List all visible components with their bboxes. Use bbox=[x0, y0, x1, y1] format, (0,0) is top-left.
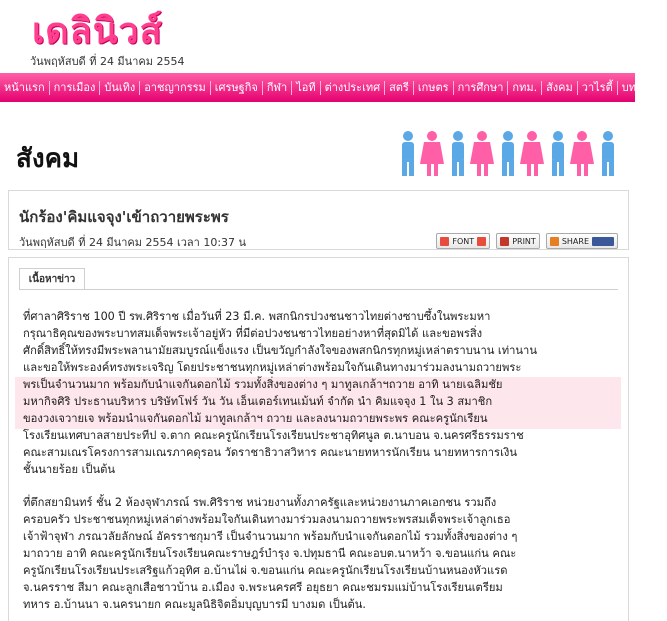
share-services-icon bbox=[592, 237, 614, 246]
share-label: SHARE bbox=[561, 236, 589, 246]
print-icon bbox=[500, 237, 509, 246]
tab-divider bbox=[19, 289, 618, 290]
nav-item-women[interactable]: สตรี bbox=[385, 81, 414, 95]
nav-item-agriculture[interactable]: เกษตร bbox=[414, 81, 454, 95]
main-nav bbox=[0, 73, 663, 102]
share-plus-icon bbox=[550, 237, 559, 246]
article-paragraph-1: ที่ศาลาศิริราช 100 ปี รพ.ศิริราช เมื่อวันที่ 23 มี.ค. พสกนิกรปวงชนชาวไทยต่างซาบซึ้งในพระมหา กรุณาธิคุณของพระบาทสมเด็จพระเจ้าอยู่หัว ที่มีต่อปวงชนชาวไทยอย่างหาที่สุดมิได้ และขอพรสิ่ง ศักดิ์สิทธิ์ให้ทรงมีพระพลานามัยสมบูรณ์แข็งแรง เป็นขวัญกำลังใจของพสกนิกรทุกหมู่เหล่าตราบนาน เท่านาน และขอให้พระองค์ทรงพระเจริญ โดยประชาชนทุกหมู่เหล่าต่างพร้อมใจกันเดินทางมาร่วมลงนามถวายพระ พรเป็นจำนวนมาก พร้อมกับนำแจกันดอกไม้ รวมทั้งสิ่งของต่าง ๆ มาทูลเกล้าฯถวาย อาทิ นายเฉลิมชัย มหากิจศิริ ประธานบริหาร บริษัทโฟร์ วัน วัน เอ็นเตอร์เทนเม้นท์ จำกัด นำ คิมแจจุง 1 ใน 3 สมาชิก ของวงเจวายเจ พร้อมนำแจกันดอกไม้ มาทูลเกล้าฯ ถวาย และลงนามถวายพระพร คณะครูนักเรียน โรงเรียนเทศบาลสายประทีป จ.ตาก คณะครูนักเรียนโรงเรียนประชาอุทิศนูล ต.นาบอน จ.นครศรีธรรมราช คณะสามเณรโครงการสามเณรภาคดุรอน วัดราชาธิวาสวิหาร คณะนายทหารนักเรียน นายทหารการเงิน ชั้นนายร้อย เป็นต้น bbox=[23, 310, 537, 476]
nav-item-economy[interactable]: เศรษฐกิจ bbox=[211, 81, 263, 95]
article-content bbox=[8, 257, 629, 621]
nav-item-politics[interactable]: การเมือง bbox=[50, 81, 101, 95]
article-dateline: วันพฤหัสบดี ที่ 24 มีนาคม 2554 เวลา 10:37 น bbox=[19, 236, 247, 249]
article-header bbox=[8, 190, 629, 250]
share-button[interactable] bbox=[546, 233, 618, 249]
header-date: วันพฤหัสบดี ที่ 24 มีนาคม 2554 bbox=[30, 55, 185, 68]
nav-item-education[interactable]: การศึกษา bbox=[454, 81, 509, 95]
tab-news-content[interactable]: เนื้อหาข่าว bbox=[19, 268, 85, 290]
logo-text[interactable]: เดลินิวส์ bbox=[32, 11, 163, 52]
person-figure bbox=[402, 131, 414, 176]
nav-item-sports[interactable]: กีฬา bbox=[263, 81, 292, 95]
nav-item-variety[interactable]: วาไรตี้ bbox=[578, 81, 618, 95]
nav-item-articles[interactable]: บทความ bbox=[621, 80, 663, 94]
nav-item-crime[interactable]: อาชญากรรม bbox=[140, 81, 211, 95]
nav-item-home[interactable]: หน้าแรก bbox=[0, 81, 50, 95]
font-label: FONT bbox=[452, 236, 475, 246]
print-button[interactable] bbox=[496, 233, 540, 249]
section-title: สังคม bbox=[16, 144, 80, 174]
article-paragraph-2: ที่ตึกสยามินทร์ ชั้น 2 ห้องจุฬาภรณ์ รพ.ศิริราช หน่วยงานทั้งภาครัฐและหน่วยงานภาคเอกชน รวมถึง ครอบครัว ประชาชนทุกหมู่เหล่าต่างพร้อมใจกันเดินทางมาร่วมลงนามถวายพระพรสมเด็จพระเจ้าลูกเธอ เจ้าฟ้าจุฬา ภรณวลัยลักษณ์ อัครราชกุมารี เป็นจำนวนมาก พร้อมกับนำแจกันดอกไม้ รวมทั้งสิ่งของต่าง ๆ มาถวาย อาทิ คณะครูนักเรียนโรงเรียนคณะราษฎร์บำรุง จ.ปทุมธานี คณะอบต.นาหว้า จ.ขอนแก่น คณะ ครูนักเรียนโรงเรียนประเสริฐแก้วอุทิศ อ.บ้านไผ่ จ.ขอนแก่น คณะครูนักเรียนโรงเรียนบ้านหนองหัวแรด จ.นครราช สีมา คณะลูกเสือชาวบ้าน อ.เมือง จ.พระนครศรี อยุธยา คณะชมรมแม่บ้านโรงเรียนเตรียม ทหาร อ.บ้านนา จ.นครนายก คณะมูลนิธิจิตอิ่มบุญบารมี บางมด เป็นต้น. bbox=[23, 496, 518, 611]
font-increase-icon[interactable] bbox=[477, 237, 486, 246]
font-button[interactable] bbox=[436, 233, 490, 249]
nav-item-bangkok[interactable]: กทม. bbox=[508, 81, 542, 95]
nav-item-world[interactable]: ต่างประเทศ bbox=[321, 81, 385, 95]
people-illustration bbox=[396, 128, 628, 178]
print-label: PRINT bbox=[512, 236, 536, 246]
font-decrease-icon[interactable] bbox=[440, 237, 449, 246]
article-tools bbox=[436, 233, 618, 249]
article-headline: นักร้อง'คิมแจจุง'เข้าถวายพระพร bbox=[19, 208, 229, 226]
nav-item-society[interactable]: สังคม bbox=[542, 81, 578, 95]
nav-item-entertainment[interactable]: บันเทิง bbox=[100, 81, 140, 95]
nav-item-it[interactable]: ไอที bbox=[292, 81, 320, 95]
